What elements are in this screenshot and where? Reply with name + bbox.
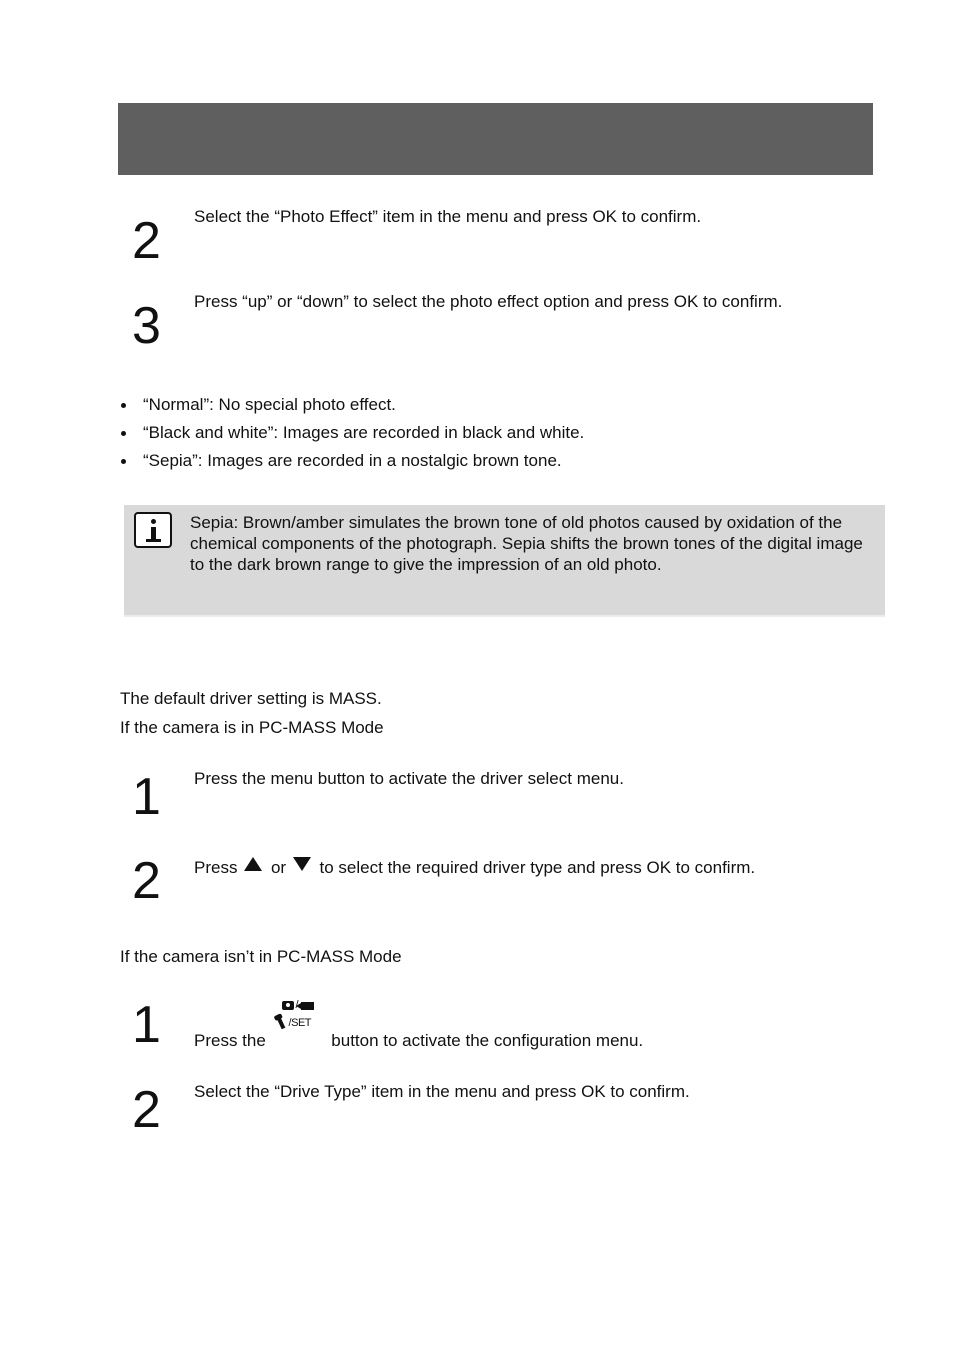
step-text-before: Press the — [194, 1031, 266, 1050]
step-number: 2 — [132, 852, 161, 910]
mode-set-button-icon — [273, 1001, 325, 1035]
pc-mass-mode-heading: If the camera is in PC-MASS Mode — [120, 718, 384, 737]
step-text: Press “up” or “down” to select the photo effect option and press OK to confirm. — [194, 292, 783, 311]
wrench-icon — [276, 1017, 285, 1030]
list-item: “Sepia”: Images are recorded in a nostalgic brown tone. — [118, 449, 584, 477]
step-text-after: to select the required driver type and press OK to confirm. — [319, 858, 756, 877]
default-driver-text: The default driver setting is MASS. — [120, 689, 382, 708]
step-text — [194, 857, 755, 878]
camera-icon — [282, 1001, 294, 1010]
list-item: “Black and white”: Images are recorded in black and white. — [118, 421, 584, 449]
step-text-middle: or — [270, 858, 287, 877]
down-arrow-icon — [293, 857, 311, 871]
step-number: 3 — [132, 297, 161, 355]
step-text — [194, 1001, 644, 1050]
info-icon — [134, 512, 172, 548]
step-text-after: button to activate the configuration menu. — [331, 1031, 644, 1050]
step-text: Select the “Photo Effect” item in the menu and press OK to confirm. — [194, 207, 702, 226]
photo-effect-options-list — [118, 393, 584, 477]
step-number: 1 — [132, 996, 161, 1054]
list-item: “Normal”: No special photo effect. — [118, 393, 584, 421]
step-number: 2 — [132, 1081, 161, 1139]
set-label: /SET — [288, 1017, 311, 1029]
up-arrow-icon — [244, 857, 262, 871]
sepia-info-note — [124, 505, 885, 617]
step-text: Select the “Drive Type” item in the menu and press OK to confirm. — [194, 1082, 690, 1101]
step-number: 2 — [132, 212, 161, 270]
section-header-bar — [118, 103, 873, 175]
note-text: Sepia: Brown/amber simulates the brown tone of old photos caused by oxidation of the chemical components of the photograph. Sepia shifts the brown tones of the digital image to the dark brown range to give the impression of an old photo. — [190, 513, 863, 574]
not-pc-mass-mode-heading: If the camera isn’t in PC-MASS Mode — [120, 947, 402, 966]
video-camera-icon — [301, 1002, 314, 1010]
step-number: 1 — [132, 768, 161, 826]
step-text: Press the menu button to activate the driver select menu. — [194, 769, 624, 788]
step-text-before: Press — [194, 858, 238, 877]
